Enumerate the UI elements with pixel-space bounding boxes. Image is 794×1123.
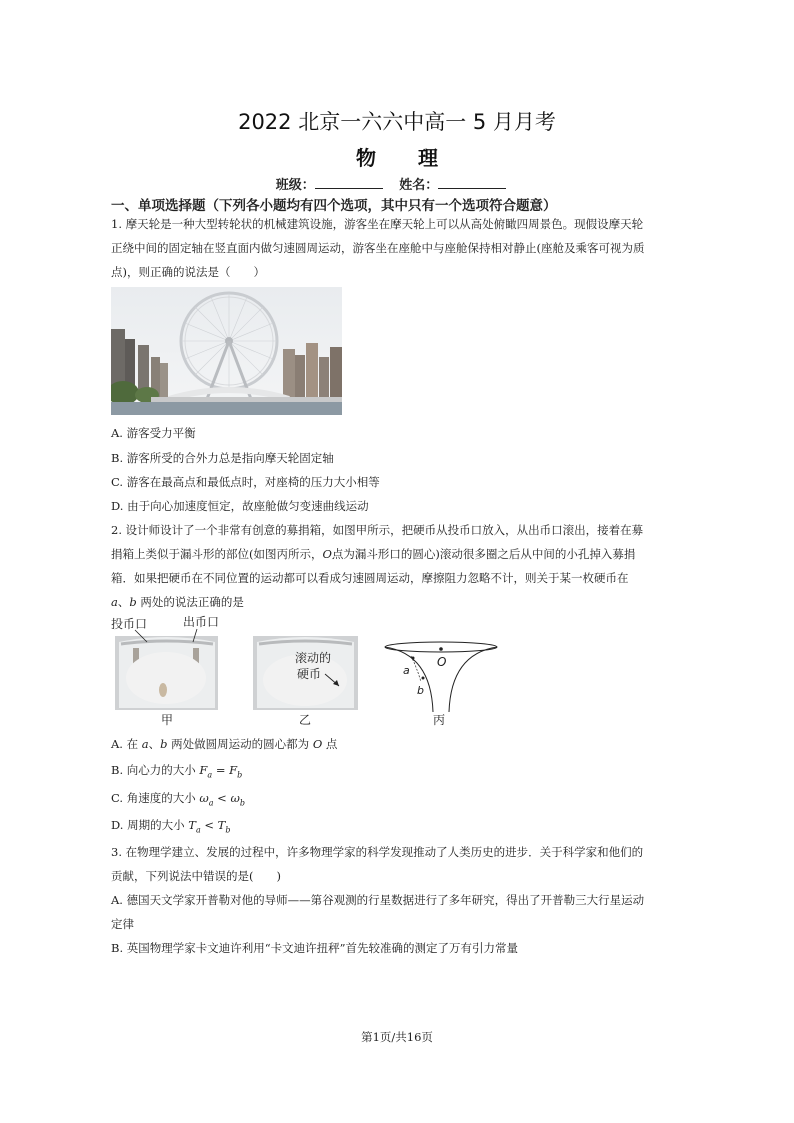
q1-option-c[interactable]: C. 游客在最高点和最低点时，对座椅的压力大小相等 — [111, 475, 380, 489]
label-fig-bing: 丙 — [433, 713, 446, 727]
q2-stem-o: O — [322, 547, 332, 561]
class-label: 班级： — [275, 178, 315, 193]
q2-stem-line-4 — [111, 594, 244, 610]
q2-stem-end: 两处的说法正确的是 — [136, 595, 244, 609]
q2-option-c-prefix: C. 角速度的大小 — [111, 791, 200, 805]
q3-stem-line-2: 贡献，下列说法中错误的是( ) — [111, 869, 281, 883]
q2-stem-b: b — [129, 595, 137, 609]
q2-option-a-prefix: A. 在 — [111, 737, 142, 751]
q2-stem-comma: 、 — [117, 595, 130, 609]
name-blank[interactable] — [438, 176, 506, 189]
q2-option-b[interactable] — [111, 762, 242, 779]
subject-title — [0, 142, 794, 171]
q2-option-b-formula: $F_a = F_b$ — [199, 763, 243, 780]
section-heading: 一、单项选择题（下列各小题均有四个选项，其中只有一个选项符合题意） — [111, 198, 557, 214]
figure-bing — [385, 642, 497, 727]
q2-option-a-var-o: O — [312, 737, 323, 751]
donation-box-figures — [111, 612, 511, 730]
label-fig-yi: 乙 — [299, 713, 312, 727]
q2-option-a-end: 点 — [322, 737, 338, 751]
q2-option-b-prefix: B. 向心力的大小 — [111, 763, 200, 777]
page-footer: 第1页/共16页 — [361, 1030, 433, 1044]
q3-stem-line-1: 3. 在物理学建立、发展的过程中，许多物理学家的科学发现推动了人类历史的进步．关于科学家和他们的 — [111, 845, 644, 859]
figure-jia — [111, 614, 219, 727]
student-info — [0, 174, 794, 193]
label-fig-jia: 甲 — [161, 713, 174, 727]
subject-right: 理 — [418, 146, 438, 170]
label-point-b: b — [417, 684, 424, 697]
q3-option-a-line-1[interactable]: A. 德国天文学家开普勒对他的导师——第谷观测的行星数据进行了多年研究，得出了开普勒三大行星运动 — [111, 893, 645, 907]
subject-left: 物 — [356, 146, 376, 170]
q2-option-c-formula: $\omega_a < \omega_b$ — [199, 791, 245, 808]
q2-option-a-var-b: b — [160, 737, 168, 751]
q1-stem-line-1: 1. 摩天轮是一种大型转轮状的机械建筑设施，游客坐在摩天轮上可以从高处俯瞰四周景色。现假设摩天轮 — [111, 217, 644, 231]
q2-option-a-text: 两处做圆周运动的圆心都为 — [167, 737, 313, 751]
q2-option-c[interactable] — [111, 790, 245, 807]
q2-option-d-formula: $T_a < T_b$ — [188, 818, 231, 835]
q2-option-a-var-a: a — [141, 737, 149, 751]
q1-stem-line-2: 正绕中间的固定轴在竖直面内做匀速圆周运动，游客坐在座舱中与座舱保持相对静止(座舱及乘客可视为质 — [111, 241, 645, 255]
q1-option-a[interactable]: A. 游客受力平衡 — [111, 426, 196, 440]
label-point-a: a — [403, 664, 410, 677]
exam-title: 2022 北京一六六中高一 5 月月考 — [238, 110, 556, 134]
q3-option-a-line-2[interactable]: 定律 — [111, 917, 134, 931]
q2-option-d-prefix: D. 周期的大小 — [111, 818, 189, 832]
figure-yi — [253, 636, 358, 727]
q2-stem-a: a — [111, 595, 118, 609]
q2-stem-part-1: 捐箱上类似于漏斗形的部位(如图丙所示， — [111, 547, 323, 561]
class-blank[interactable] — [315, 176, 383, 189]
q3-option-b[interactable]: B. 英国物理学家卡文迪许利用“卡文迪许扭秤”首先较准确的测定了万有引力常量 — [111, 941, 519, 955]
q2-stem-line-2 — [111, 546, 635, 562]
q2-option-d[interactable] — [111, 817, 230, 834]
q1-option-d[interactable]: D. 由于向心加速度恒定，故座舱做匀变速曲线运动 — [111, 499, 369, 513]
ferris-wheel-photo — [111, 287, 342, 415]
q1-option-b[interactable]: B. 游客所受的合外力总是指向摩天轮固定轴 — [111, 451, 334, 465]
q2-stem-part-2: 点为漏斗形口的圆心)滚动很多圈之后从中间的小孔掉入募捐 — [331, 547, 636, 561]
label-rolling-coin-2: 硬币 — [297, 667, 322, 681]
label-rolling-coin-1: 滚动的 — [295, 651, 332, 665]
name-label: 姓名： — [399, 178, 439, 193]
q2-stem-line-1: 2. 设计师设计了一个非常有创意的募捐箱，如图甲所示，把硬币从投币口放入，从出币口滚出，接着在募 — [111, 523, 644, 537]
label-point-o: O — [437, 655, 447, 669]
q2-stem-line-3: 箱．如果把硬币在不同位置的运动都可以看成匀速圆周运动，摩擦阻力忽略不计，则关于某一枚硬币在 — [111, 571, 629, 585]
q2-option-a-sep: 、 — [148, 737, 161, 751]
label-insert-slot: 投币口 — [111, 617, 148, 631]
q1-stem-line-3: 点)，则正确的说法是（ ） — [111, 265, 265, 279]
q2-option-a[interactable] — [111, 736, 337, 752]
label-exit-slot: 出币口 — [183, 615, 220, 629]
